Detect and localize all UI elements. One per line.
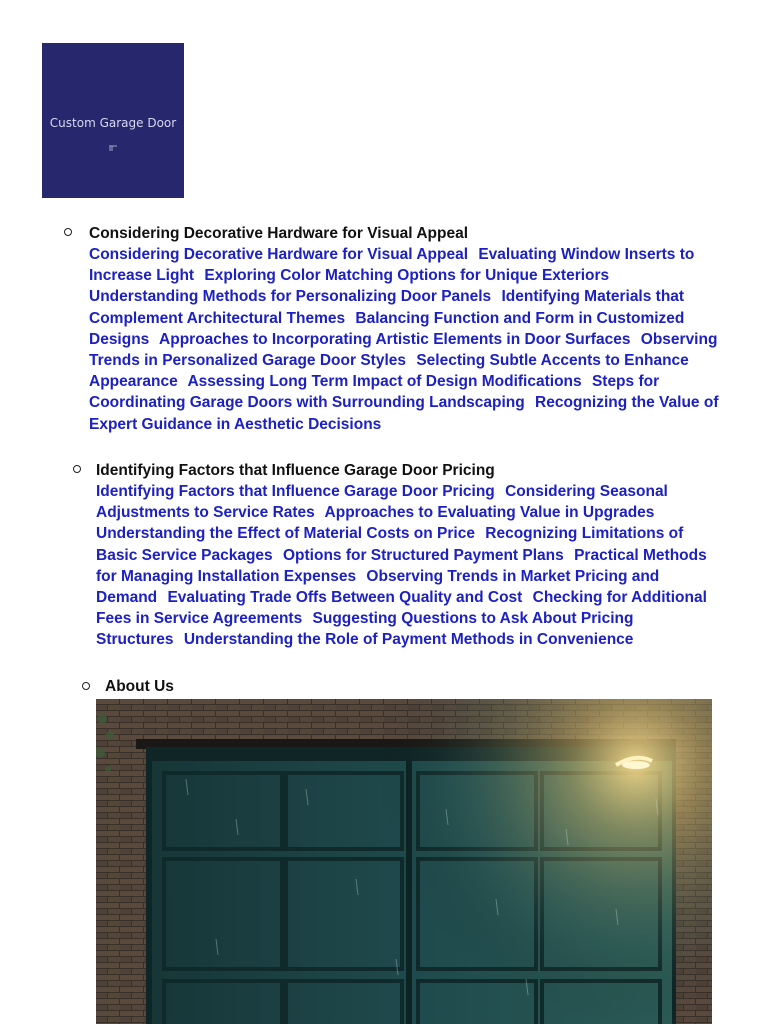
section-pricing-factors [96,460,716,651]
link-item[interactable]: Observing Trends in Market Pricing and Demand [96,567,660,607]
link-item[interactable]: Understanding the Role of Payment Methods in Convenience [183,631,634,649]
link-item[interactable]: Recognizing Limitations of Basic Service Packages [96,525,684,564]
garage-door-illustration [96,699,712,1024]
link-list [89,244,719,435]
link-item[interactable]: Identifying Factors that Influence Garage Door Pricing [96,483,495,500]
link-item[interactable]: Approaches to Incorporating Artistic Elements in Door Surfaces [159,330,631,348]
link-item[interactable]: Checking for Additional Fees in Service Agreements [96,589,707,628]
section-heading: Considering Decorative Hardware for Visual Appeal [89,225,469,242]
link-item[interactable]: Recognizing the Value of Expert Guidance in Aesthetic Decisions [89,394,719,433]
link-item[interactable]: Evaluating Window Inserts to Increase Light [89,246,695,285]
link-item[interactable]: Steps for Coordinating Garage Doors with Surrounding Landscaping [89,373,660,412]
link-item[interactable]: Considering Seasonal Adjustments to Service Rates [96,483,668,522]
section-about-us [105,676,715,697]
link-item[interactable]: Selecting Subtle Accents to Enhance Appearance [89,352,689,391]
link-item[interactable]: Suggesting Questions to Ask About Pricing Structures [96,610,634,649]
link-item[interactable]: Assessing Long Term Impact of Design Modifications [187,373,582,391]
link-item[interactable]: Evaluating Trade Offs Between Quality and Cost [167,589,523,607]
section-heading: About Us [105,678,174,695]
section-heading: Identifying Factors that Influence Garage Door Pricing [96,462,495,479]
link-item[interactable]: Understanding Methods for Personalizing Door Panels [89,288,492,306]
link-item[interactable]: Practical Methods for Managing Installation Expenses [96,546,707,585]
link-item[interactable]: Identifying Materials that Complement Architectural Themes [89,288,685,327]
door-mark-icon [108,144,118,152]
link-item[interactable]: Understanding the Effect of Material Costs on Price [96,525,475,543]
logo[interactable] [42,43,184,198]
bullet-circle [73,465,81,473]
link-item[interactable]: Approaches to Evaluating Value in Upgrades [324,504,655,522]
link-item[interactable]: Considering Decorative Hardware for Visual Appeal [89,246,469,263]
link-list [96,481,716,651]
link-item[interactable]: Balancing Function and Form in Customized Designs [89,309,685,348]
logo-text: Custom Garage Door [49,116,177,130]
link-item[interactable]: Observing Trends in Personalized Garage Door Styles [89,330,718,370]
link-item[interactable]: Options for Structured Payment Plans [282,546,564,564]
bullet-circle [64,228,72,236]
link-item[interactable]: Exploring Color Matching Options for Unique Exteriors [204,267,610,285]
section-decorative-hardware [89,223,719,435]
bullet-circle [82,682,90,690]
garage-door-photo [96,699,712,1024]
